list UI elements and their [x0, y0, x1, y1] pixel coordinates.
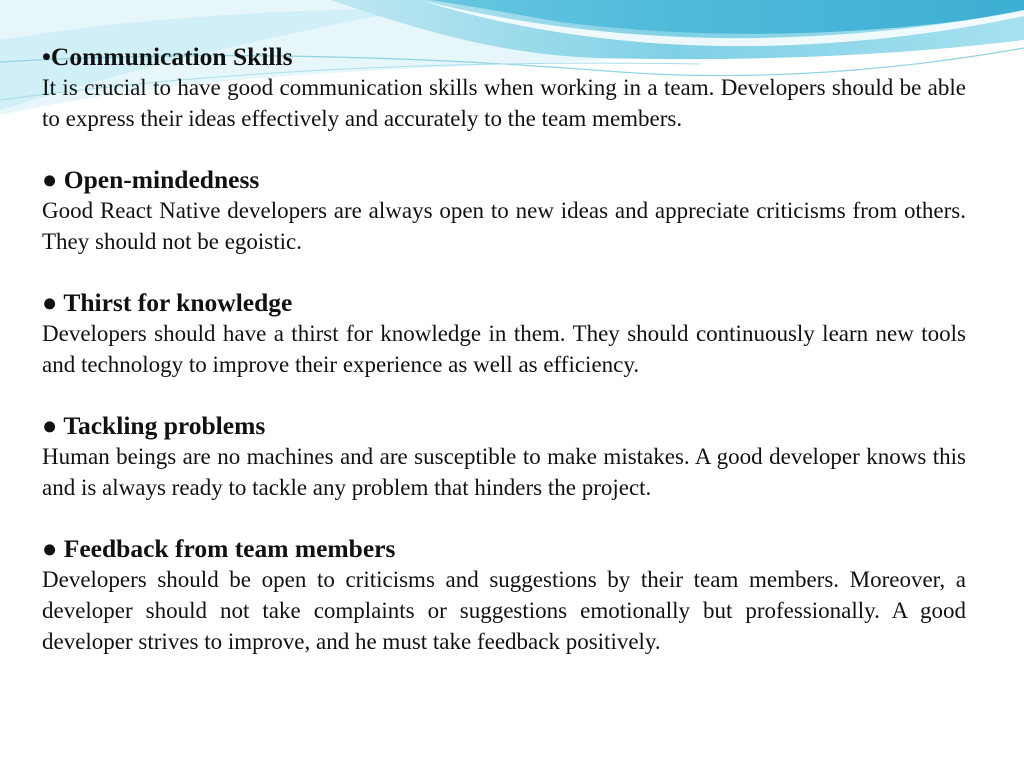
slide-content — [42, 41, 966, 657]
section-heading: •Communication Skills — [42, 42, 293, 71]
section-heading: ● Feedback from team members — [42, 534, 396, 563]
section-feedback — [42, 533, 966, 657]
section-tackling-problems — [42, 410, 966, 503]
section-heading: ● Tackling problems — [42, 411, 266, 440]
section-open-mindedness — [42, 164, 966, 257]
section-thirst-for-knowledge — [42, 287, 966, 380]
section-communication-skills — [42, 41, 966, 134]
section-body: It is crucial to have good communication skills when working in a team. Developers should be able to express their ideas effectively and accurately to the team members. — [42, 75, 966, 131]
section-heading: ● Open-mindedness — [42, 165, 260, 194]
section-body: Developers should be open to criticisms and suggestions by their team members. Moreover, a developer should not take complaints or suggestions emotionally but professionally. A good developer strives to improve, and he must take feedback positively. — [42, 567, 966, 654]
section-body: Good React Native developers are always open to new ideas and appreciate criticisms from others. They should not be egoistic. — [42, 198, 966, 254]
section-body: Developers should have a thirst for knowledge in them. They should continuously learn new tools and technology to improve their experience as well as efficiency. — [42, 321, 966, 377]
section-heading: ● Thirst for knowledge — [42, 288, 293, 317]
section-body: Human beings are no machines and are susceptible to make mistakes. A good developer knows this and is always ready to tackle any problem that hinders the project. — [42, 444, 966, 500]
